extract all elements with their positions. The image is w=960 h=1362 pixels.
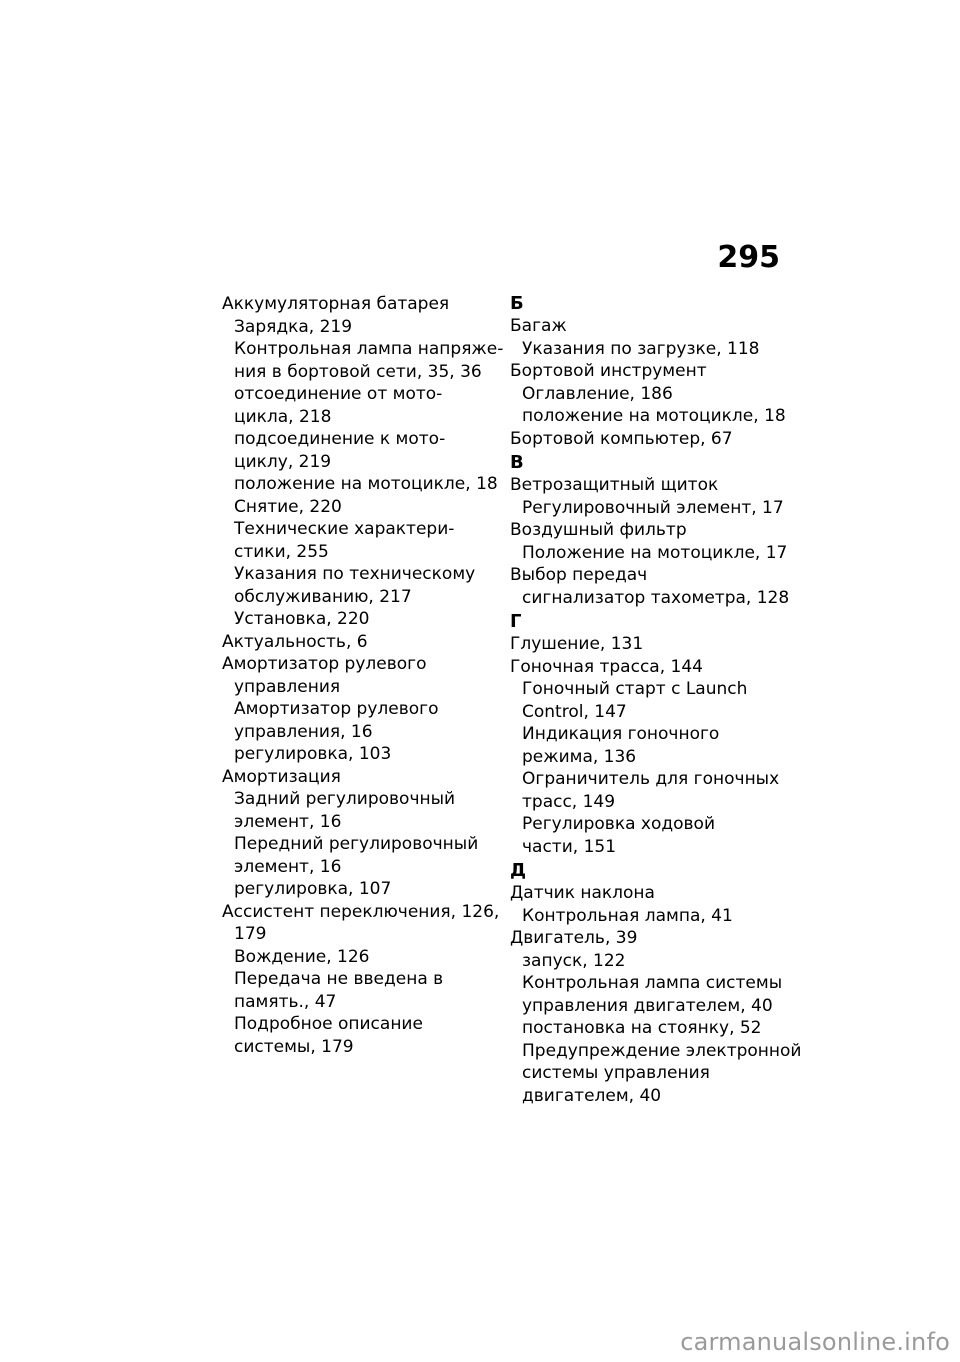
index-subentry: отсоединение от мото- xyxy=(234,384,443,404)
index-subentry: Технические характери- xyxy=(234,519,455,539)
index-subentry: трасс, 149 xyxy=(522,791,616,812)
index-entry: Датчик наклона xyxy=(510,883,655,903)
index-entry: Глушение, 131 xyxy=(510,634,644,654)
index-subentry: управления xyxy=(234,676,341,697)
index-column-right xyxy=(510,293,802,1107)
index-subentry: Контрольная лампа системы xyxy=(522,973,783,993)
index-subentry: управления, 16 xyxy=(234,721,373,742)
index-letter-heading: Г xyxy=(510,611,522,632)
index-subentry: режима, 136 xyxy=(522,746,637,767)
index-entry: Ассистент переключения, 126, xyxy=(222,901,500,922)
index-entry: Выбор передач xyxy=(510,565,648,585)
watermark: carmanualsonline.info xyxy=(680,1328,950,1356)
index-subentry: части, 151 xyxy=(522,836,617,857)
index-subentry: элемент, 16 xyxy=(234,811,342,832)
index-subentry: регулировка, 107 xyxy=(234,879,392,899)
index-subentry: Вождение, 126 xyxy=(234,946,370,967)
index-subentry: Оглавление, 186 xyxy=(522,383,673,404)
index-entry: Актуальность, 6 xyxy=(222,631,368,652)
index-subentry: Установка, 220 xyxy=(234,609,370,629)
index-subentry: Control, 147 xyxy=(522,701,627,722)
index-subentry: Снятие, 220 xyxy=(234,496,342,517)
index-subentry: Амортизатор рулевого xyxy=(234,699,439,719)
index-subentry: Предупреждение электронной xyxy=(522,1040,802,1061)
index-subentry: Гоночный старт с Launch xyxy=(522,679,748,699)
index-subentry: Ограничитель для гоночных xyxy=(522,769,780,789)
index-subentry: стики, 255 xyxy=(234,541,329,562)
index-subentry: Контрольная лампа, 41 xyxy=(522,905,733,926)
index-subentry: Передача не введена в xyxy=(234,969,444,989)
index-subentry: положение на мотоцикле, 18 xyxy=(522,406,786,426)
index-subentry: элемент, 16 xyxy=(234,856,342,877)
index-subentry: Контрольная лампа напряже- xyxy=(234,339,504,359)
index-subentry: Указания по техническому xyxy=(234,564,476,584)
index-letter-heading: В xyxy=(510,452,524,473)
index-subentry: обслуживанию, 217 xyxy=(234,586,412,607)
index-subentry: Задний регулировочный xyxy=(234,789,456,809)
index-entry: Гоночная трасса, 144 xyxy=(510,656,703,677)
index-subentry: регулировка, 103 xyxy=(234,744,392,764)
index-entry: Аккумуляторная батарея xyxy=(222,294,450,314)
index-subentry: Положение на мотоцикле, 17 xyxy=(522,542,788,563)
index-subentry: системы, 179 xyxy=(234,1036,354,1057)
index-entry: Багаж xyxy=(510,316,567,336)
index-subentry: управления двигателем, 40 xyxy=(522,995,773,1016)
index-subentry: циклу, 219 xyxy=(234,451,332,472)
index-subentry: Подробное описание xyxy=(234,1014,423,1034)
index-subentry: 179 xyxy=(234,924,267,944)
index-subentry: Передний регулировочный xyxy=(234,834,479,854)
index-subentry: Зарядка, 219 xyxy=(234,316,353,337)
index-entry: Бортовой инструмент xyxy=(510,361,707,381)
index-letter-heading: Б xyxy=(510,293,524,314)
index-subentry: Индикация гоночного xyxy=(522,724,720,744)
page-number: 295 xyxy=(717,240,780,275)
index-subentry: системы управления xyxy=(522,1063,710,1083)
index-subentry: цикла, 218 xyxy=(234,406,332,427)
index-subentry: подсоединение к мото- xyxy=(234,429,446,449)
index-subentry: постановка на стоянку, 52 xyxy=(522,1018,762,1038)
index-entry: Амортизация xyxy=(222,766,341,787)
index-subentry: сигнализатор тахометра, 128 xyxy=(522,587,790,608)
index-subentry: Регулировка ходовой xyxy=(522,814,716,834)
index-subentry: Указания по загрузке, 118 xyxy=(522,338,760,359)
index-entry: Бортовой компьютер, 67 xyxy=(510,428,733,449)
index-entry: Воздушный фильтр xyxy=(510,520,687,540)
index-subentry: память., 47 xyxy=(234,991,337,1012)
index-subentry: Регулировочный элемент, 17 xyxy=(522,497,784,518)
index-letter-heading: Д xyxy=(510,860,527,881)
index-subentry: двигателем, 40 xyxy=(522,1085,662,1106)
index-subentry: запуск, 122 xyxy=(522,950,626,971)
index-entry: Двигатель, 39 xyxy=(510,928,638,948)
index-subentry: ния в бортовой сети, 35, 36 xyxy=(234,361,482,382)
index-entry: Ветрозащитный щиток xyxy=(510,475,719,495)
index-column-left xyxy=(222,293,504,1058)
index-entry: Амортизатор рулевого xyxy=(222,654,427,674)
index-subentry: положение на мотоцикле, 18 xyxy=(234,474,498,494)
